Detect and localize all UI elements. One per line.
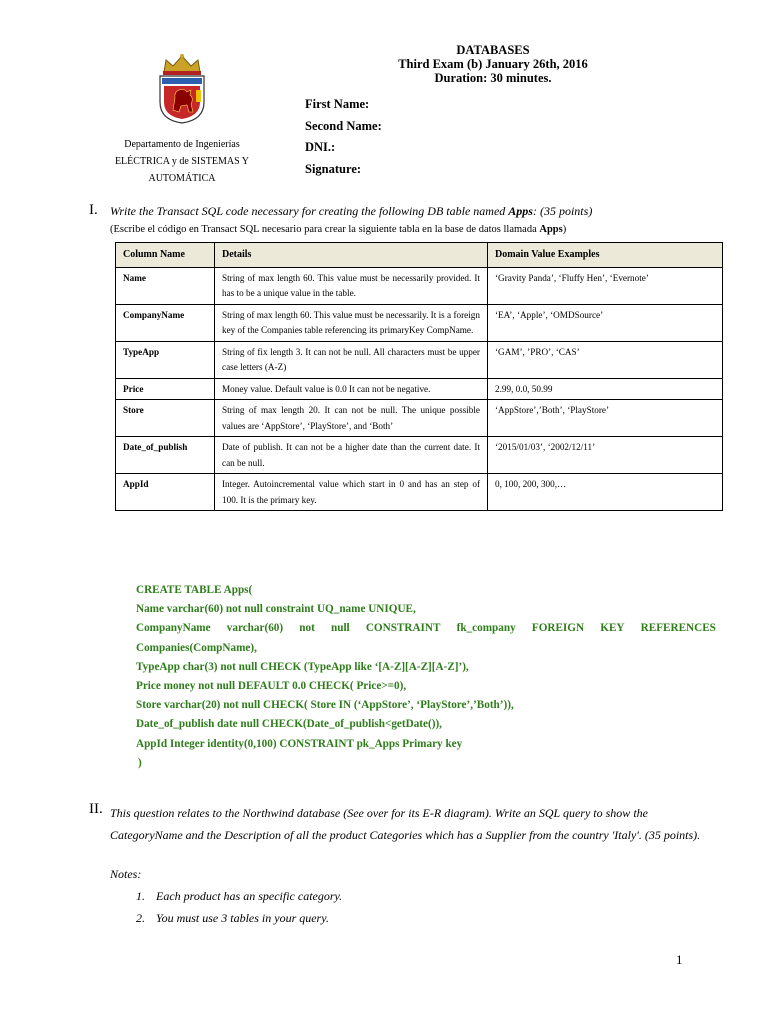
notes-label: Notes: bbox=[110, 867, 142, 881]
sql-line: TypeApp char(3) not null CHECK (TypeApp like ‘[A-Z][A-Z][A-Z]’), bbox=[136, 660, 469, 673]
table-row: Store String of max length 20. It can not be null. The unique possible values are ‘AppStore’, ‘PlayStore’, and ‘Both’ ‘AppStore’,’Both’, ‘PlayStore’ bbox=[116, 400, 723, 437]
department-name: Departamento de Ingenierías ELÉCTRICA y de SISTEMAS Y AUTOMÁTICA bbox=[114, 139, 250, 184]
page-number: 1 bbox=[676, 952, 683, 967]
sql-line: Price money not null DEFAULT 0.0 CHECK( Price>=0), bbox=[136, 680, 407, 693]
course-title: DATABASES bbox=[456, 43, 530, 57]
apps-table-spec bbox=[115, 242, 723, 511]
sql-line-justified: CompanyName varchar(60) not null CONSTRAINT fk_company FOREIGN KEY REFERENCES bbox=[136, 622, 716, 635]
table-row: Price Money value. Default value is 0.0 It can not be negative. 2.99, 0.0, 50.99 bbox=[116, 378, 723, 400]
note-number: 2. bbox=[136, 911, 145, 925]
sql-line: CREATE TABLE Apps( bbox=[136, 584, 253, 596]
question-1-spanish-text: (Escribe el código en Transact SQL necesario para crear la siguiente tabla en la base de datos llamada Apps) bbox=[110, 224, 567, 235]
sql-line: AppId Integer identity(0,100) CONSTRAINT pk_Apps Primary key bbox=[136, 737, 463, 750]
note-item: Each product has an specific category. bbox=[156, 889, 343, 903]
note-item: You must use 3 tables in your query. bbox=[156, 911, 329, 925]
table-row: TypeApp String of fix length 3. It can not be null. All characters must be upper case letters (A-Z) ‘GAM’, ’PRO’, ‘CAS’ bbox=[116, 341, 723, 378]
column-header-domain-values: Domain Value Examples bbox=[488, 243, 723, 268]
signature-field[interactable]: Signature: bbox=[305, 162, 362, 176]
table-row: CompanyName String of max length 60. This value must be necessarily. It is a foreign key of the Companies table referencing its primaryKey CompName. ‘EA’, ‘Apple’, ‘OMDSource’ bbox=[116, 304, 723, 341]
first-name-field[interactable]: First Name: bbox=[305, 97, 370, 111]
second-name-field[interactable]: Second Name: bbox=[305, 119, 382, 133]
exam-title-block bbox=[380, 43, 606, 85]
sql-answer-code bbox=[136, 581, 716, 773]
sql-line: Date_of_publish date null CHECK(Date_of_publish<getDate()), bbox=[136, 718, 442, 731]
dni-field[interactable]: DNI.: bbox=[305, 140, 336, 154]
sql-line: ) bbox=[138, 756, 142, 769]
exam-duration: Duration: 30 minutes. bbox=[434, 71, 552, 85]
table-row: Date_of_publish Date of publish. It can not be a higher date than the current date. It can be null. ‘2015/01/03’, ‘2002/12/11’ bbox=[116, 437, 723, 474]
question-2-number: II. bbox=[89, 801, 103, 817]
exam-date: Third Exam (b) January 26th, 2016 bbox=[398, 57, 588, 71]
table-row: Name String of max length 60. This value must be necessarily provided. It has to be a unique value in the table. ‘Gravity Panda’, ‘Fluffy Hen’, ‘Evernote’ bbox=[116, 267, 723, 304]
sql-line: Name varchar(60) not null constraint UQ_name UNIQUE, bbox=[136, 603, 416, 616]
column-header-column-name: Column Name bbox=[116, 243, 215, 268]
question-1-text: Write the Transact SQL code necessary for creating the following DB table named Apps: (35 points) bbox=[110, 204, 593, 218]
table-row: AppId Integer. Autoincremental value which start in 0 and has an step of 100. It is the primary key. 0, 100, 200, 300,… bbox=[116, 474, 723, 511]
question-1-number: I. bbox=[89, 202, 98, 218]
table-header-row bbox=[116, 243, 723, 268]
sql-line: Companies(CompName), bbox=[136, 641, 257, 654]
column-header-details: Details bbox=[215, 243, 488, 268]
note-number: 1. bbox=[136, 889, 145, 903]
sql-line: Store varchar(20) not null CHECK( Store IN (‘AppStore’, ‘PlayStore’,’Both’)), bbox=[136, 699, 514, 712]
question-2-text: This question relates to the Northwind database (See over for its E-R diagram). Write an SQL query to show the CategoryName and the Description of all the product Categories which has a Supplier from the country 'Italy'. (35 points). bbox=[110, 806, 701, 842]
university-crest-logo bbox=[156, 52, 208, 124]
